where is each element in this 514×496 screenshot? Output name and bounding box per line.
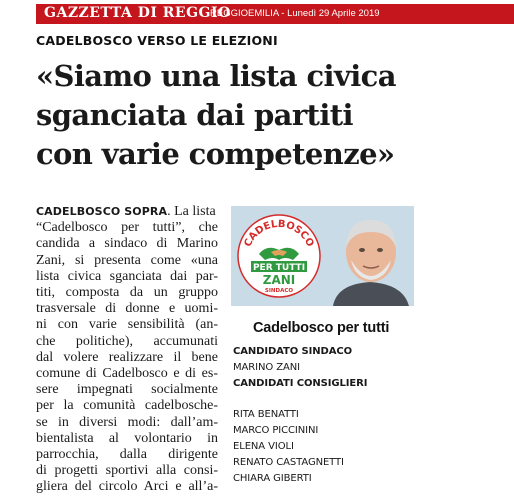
councillor-name: RENATO CASTAGNETTI	[233, 457, 344, 468]
councillor-name: RITA BENATTI	[233, 409, 299, 420]
newspaper-header-bar	[36, 4, 514, 24]
body-line: che politiche), accumunati	[36, 333, 218, 349]
mayor-label: CANDIDATO SINDACO	[233, 346, 353, 357]
body-line: sere impegnati socialmente	[36, 382, 218, 398]
logo-middle-text: PER TUTTI	[252, 263, 306, 273]
body-line: candida a sindaco di Marino	[36, 236, 218, 252]
councillor-name: CHIARA GIBERTI	[233, 473, 312, 484]
mayor-name: MARINO ZANI	[233, 362, 300, 373]
candidate-portrait	[327, 208, 414, 306]
body-line: dal volere realizzare il bene	[36, 349, 218, 365]
body-line: parrocchia, dalla dirigente	[36, 447, 218, 463]
sidebar-photo-box	[231, 206, 414, 306]
body-line: se in diversi modi: dall’am-	[36, 414, 218, 430]
body-line: di progetti sportivi alla consi-	[36, 463, 218, 479]
body-line: bientalista al volontario in	[36, 430, 218, 446]
body-line: Zani, si presenta come «una	[36, 252, 218, 268]
logo-arc-text: CADELBOSCO	[242, 218, 316, 249]
body-line: per la comunità cadelbosche-	[36, 398, 218, 414]
body-line: ni con varie sensibilità (an-	[36, 317, 218, 333]
article-kicker: CADELBOSCO VERSO LE ELEZIONI	[36, 33, 278, 48]
party-logo	[237, 214, 321, 298]
headline-line: «Siamo una lista civica	[36, 59, 396, 93]
councillor-name: ELENA VIOLI	[233, 441, 294, 452]
article-lead: CADELBOSCO SOPRA	[36, 205, 168, 218]
newspaper-masthead: GAZZETTA DI REGGIO	[44, 5, 231, 21]
logo-name-text: ZANI	[262, 273, 296, 287]
body-line: “Cadelbosco per tutti”, che	[36, 220, 218, 236]
body-line: comune di Cadelbosco e di es-	[36, 366, 218, 382]
article-headline	[36, 57, 506, 174]
body-line: lista civica sganciata dai par-	[36, 268, 218, 284]
headline-line: sganciata dai partiti	[36, 98, 353, 132]
article-body	[36, 204, 218, 496]
body-line	[36, 204, 218, 220]
councillor-name: MARCO PICCININI	[233, 425, 319, 436]
body-line: titi, composta da un gruppo	[36, 285, 218, 301]
body-line: gliera del circolo Arci e all’a-	[36, 479, 218, 495]
sidebar-title: Cadelbosco per tutti	[253, 320, 390, 336]
headline-line: con varie competenze»	[36, 137, 395, 171]
logo-role-text: SINDACO	[264, 288, 294, 294]
councillors-label: CANDIDATI CONSIGLIERI	[233, 378, 368, 389]
body-line: trasversale di donne e uomi-	[36, 301, 218, 317]
body-line-text: . La lista	[167, 204, 216, 219]
dateline: REGGIOEMILIA - Lunedì 29 Aprile 2019	[210, 8, 380, 19]
